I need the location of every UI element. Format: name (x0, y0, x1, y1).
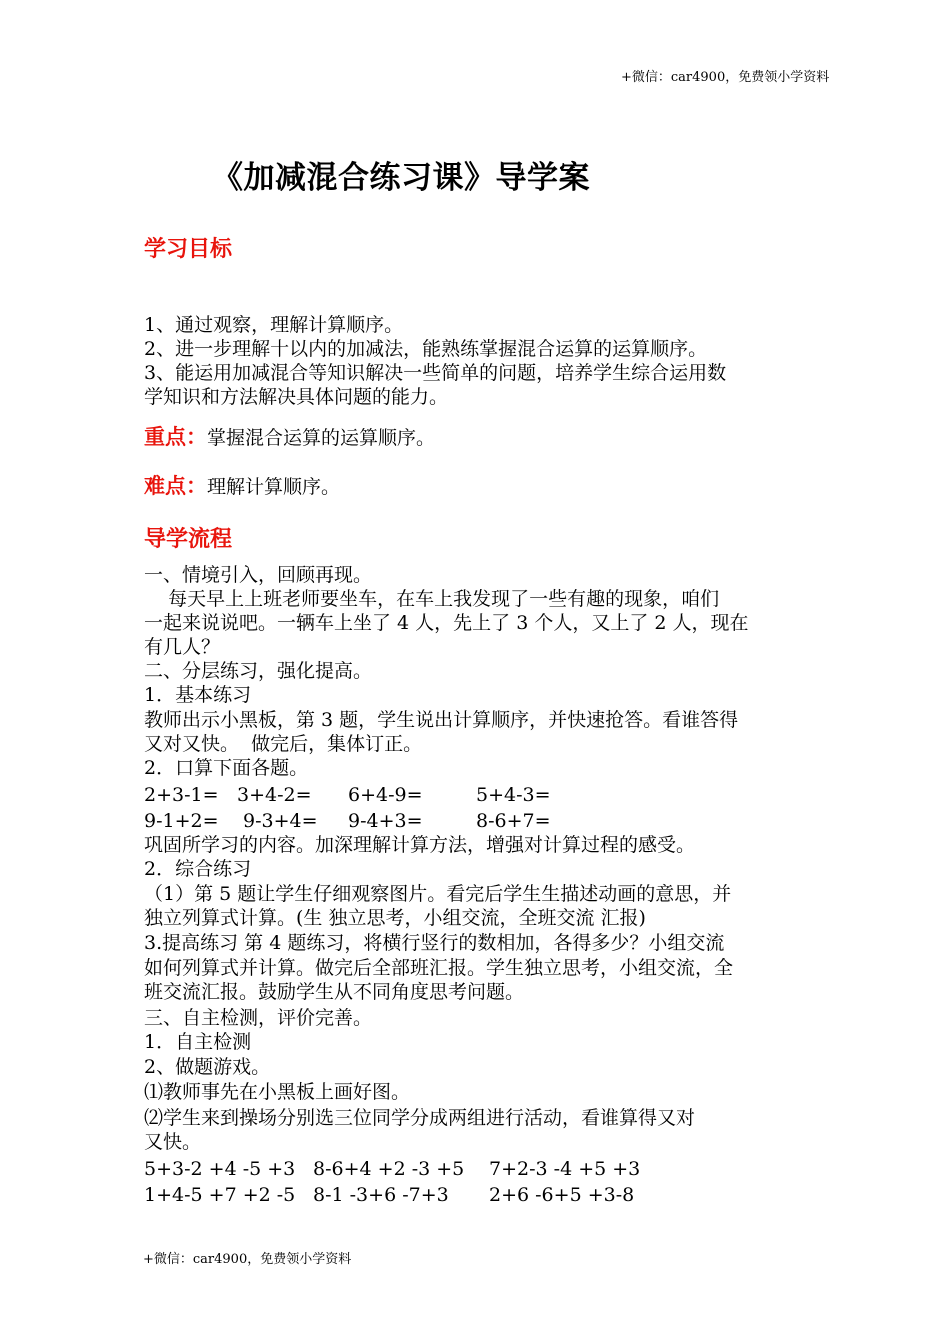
flow-line: 2．综合练习 (144, 858, 252, 880)
game-problem: 8-1 -3+6 -7+3 (313, 1184, 449, 1206)
difficulty-text: 理解计算顺序。 (207, 476, 341, 498)
oral-problem: 6+4-9= (348, 784, 423, 806)
flow-line: （1）第 5 题让学生仔细观察图片。看完后学生生描述动画的意思，并 (144, 883, 732, 905)
objective-line: 1、通过观察，理解计算顺序。 (144, 314, 404, 336)
oral-problem: 9-4+3= (348, 810, 423, 832)
flow-line: 独立列算式计算。(生 独立思考，小组交流，全班交流 汇报) (144, 907, 646, 929)
flow-line: 2、做题游戏。 (144, 1056, 271, 1078)
page-footer: +微信：car4900，免费领小学资料 (143, 1252, 352, 1267)
flow-line: ⑵学生来到操场分别选三位同学分成两组进行活动，看谁算得又对 (144, 1107, 696, 1129)
objective-line: 2、进一步理解十以内的加减法，能熟练掌握混合运算的运算顺序。 (144, 338, 708, 360)
flow-line: 又对又快。 做完后，集体订正。 (144, 733, 423, 755)
flow-line: 班交流汇报。鼓励学生从不同角度思考问题。 (144, 981, 525, 1003)
flow-line: 又快。 (144, 1131, 202, 1153)
flow-line: ⑴教师事先在小黑板上画好图。 (144, 1081, 411, 1103)
game-problem: 7+2-3 -4 +5 +3 (489, 1158, 641, 1180)
flow-line: 有几人？ (144, 636, 221, 658)
flow-line: 二、分层练习，强化提高。 (144, 660, 373, 682)
game-problem: 2+6 -6+5 +3-8 (489, 1184, 635, 1206)
game-problem: 1+4-5 +7 +2 -5 (144, 1184, 296, 1206)
flow-line: 3.提高练习 第 4 题练习，将横行竖行的数相加，各得多少？小组交流 (144, 932, 725, 954)
flow-line: 2．口算下面各题。 (144, 757, 309, 779)
oral-problem: 3+4-2= (237, 784, 312, 806)
flow-line: 三、自主检测，评价完善。 (144, 1007, 373, 1029)
flow-heading: 导学流程 (144, 527, 233, 552)
flow-line: 1．基本练习 (144, 684, 252, 706)
oral-problem: 5+4-3= (476, 784, 551, 806)
page-header: +微信：car4900，免费领小学资料 (621, 70, 830, 85)
key-point-label: 重点： (144, 425, 207, 449)
flow-line: 一、情境引入，回顾再现。 (144, 564, 373, 586)
difficulty-label: 难点： (144, 474, 207, 498)
game-problem: 8-6+4 +2 -3 +5 (313, 1158, 465, 1180)
oral-problem: 8-6+7= (476, 810, 551, 832)
flow-line: 1．自主检测 (144, 1031, 252, 1053)
oral-problem: 2+3-1= (144, 784, 219, 806)
game-problem: 5+3-2 +4 -5 +3 (144, 1158, 296, 1180)
flow-line: 每天早上上班老师要坐车，在车上我发现了一些有趣的现象，咱们 (144, 588, 720, 610)
flow-line: 教师出示小黑板，第 3 题，学生说出计算顺序，并快速抢答。看谁答得 (144, 709, 739, 731)
objectives-heading: 学习目标 (144, 237, 233, 262)
page-title: 《加减混合练习课》导学案 (212, 160, 590, 196)
oral-problem: 9-3+4= (243, 810, 318, 832)
key-point-text: 掌握混合运算的运算顺序。 (207, 427, 436, 449)
flow-line: 一起来说说吧。一辆车上坐了 4 人，先上了 3 个人，又上了 2 人，现在 (144, 612, 749, 634)
flow-line: 巩固所学习的内容。加深理解计算方法，增强对计算过程的感受。 (144, 834, 696, 856)
oral-problem: 9-1+2= (144, 810, 219, 832)
objective-line: 3、能运用加减混合等知识解决一些简单的问题，培养学生综合运用数 (144, 362, 727, 384)
objective-line: 学知识和方法解决具体问题的能力。 (144, 386, 449, 408)
flow-line: 如何列算式并计算。做完后全部班汇报。学生独立思考，小组交流，全 (144, 957, 734, 979)
key-point (144, 425, 810, 450)
difficulty (144, 474, 810, 499)
